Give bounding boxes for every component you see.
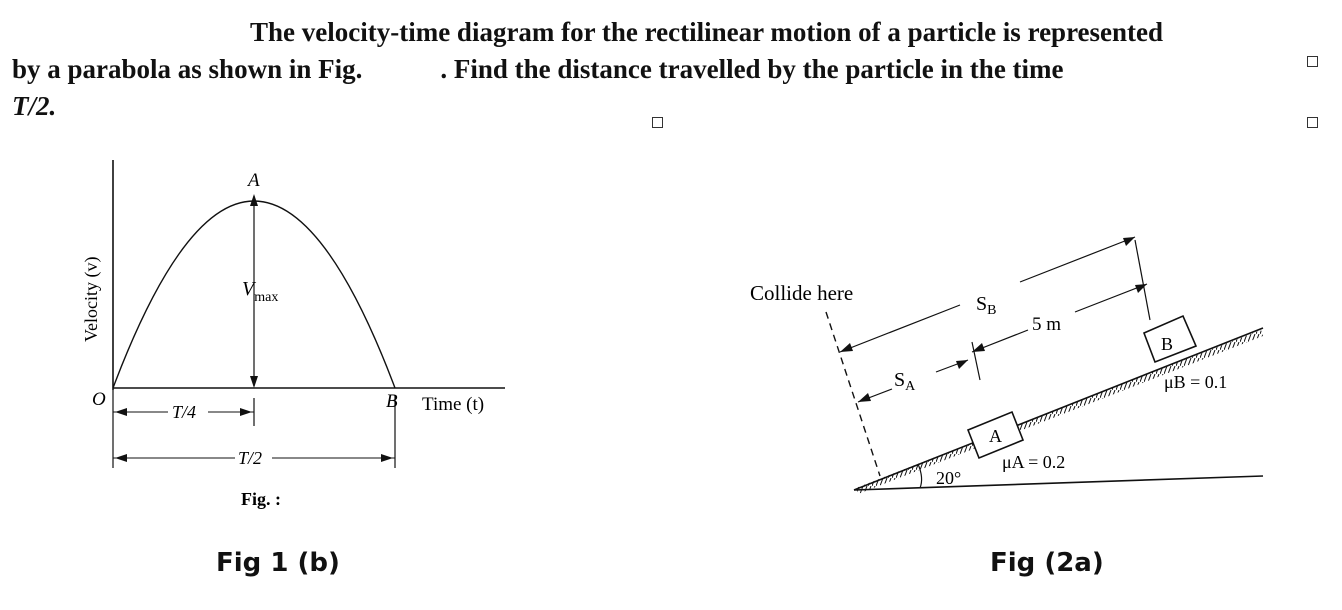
problem-line-2a: by a parabola as shown in Fig. (12, 54, 363, 84)
sb-line-left (840, 305, 960, 352)
sa-label (894, 369, 916, 394)
fig1-vmax-arrow-bottom (250, 376, 258, 388)
sb-tick (1135, 240, 1150, 320)
fig1-label-o: O (92, 389, 106, 410)
fig1-t2-arrow-right (381, 454, 393, 462)
block-b-label: B (1161, 334, 1174, 354)
sb-label-s: S (976, 293, 988, 315)
problem-line-3: T/2. (12, 91, 57, 121)
dist-label: 5 m (1032, 314, 1062, 335)
fig2-incline-diagram (740, 230, 1300, 530)
fig2-caption: Fig (2a) (990, 548, 1104, 578)
sa-arrow-right (956, 360, 968, 369)
fig1-label-t4: T/4 (172, 402, 197, 422)
fig1-x-axis-label: Time (t) (422, 394, 485, 415)
fig1-t4-arrow-left (115, 408, 127, 416)
fig1-label-t2: T/2 (238, 448, 263, 468)
dist-line-right (1075, 284, 1147, 312)
fig1-label-a: A (248, 170, 260, 191)
sb-arrow-right (1123, 237, 1135, 246)
problem-statement (12, 14, 1302, 125)
sa-label-s: S (894, 369, 906, 391)
fig1-vmax-arrow-top (250, 194, 258, 206)
fig1-y-axis-label: Velocity (v) (81, 256, 101, 342)
mu-a-label: μA = 0.2 (1002, 452, 1066, 472)
fig1-caption: Fig 1 (b) (216, 548, 340, 578)
fig1-label-vmax (242, 278, 278, 305)
collide-dashed-line (826, 312, 880, 476)
sb-label (976, 293, 996, 318)
fig1-t4-arrow-right (240, 408, 252, 416)
problem-line-1: The velocity-time diagram for the rectilinear motion of a particle is represented (250, 17, 1164, 47)
mu-b-label: μB = 0.1 (1164, 372, 1228, 392)
problem-line-2b: . Find the distance travelled by the particle in the time (440, 54, 1064, 84)
sa-arrow-left (858, 393, 871, 402)
square-marker (652, 117, 663, 128)
collide-label: Collide here (750, 281, 854, 305)
fig1-label-v-sub: max (254, 290, 279, 305)
sb-arrow-left (840, 343, 853, 352)
fig1-t2-arrow-left (115, 454, 127, 462)
square-marker (1307, 117, 1318, 128)
fig1-inner-caption: Fig. : (241, 489, 281, 509)
block-a-label: A (989, 426, 1002, 446)
sb-line-right (1020, 237, 1135, 282)
sa-label-sub: A (905, 379, 916, 394)
sb-label-sub: B (987, 303, 997, 318)
square-marker (1307, 56, 1318, 67)
incline-ground (854, 476, 1263, 490)
fig1-velocity-time-graph (60, 150, 580, 520)
angle-label: 20° (936, 468, 962, 488)
problem-line-2 (12, 51, 1302, 88)
fig1-label-b: B (386, 391, 398, 412)
fig1-label-v: V (242, 278, 255, 300)
